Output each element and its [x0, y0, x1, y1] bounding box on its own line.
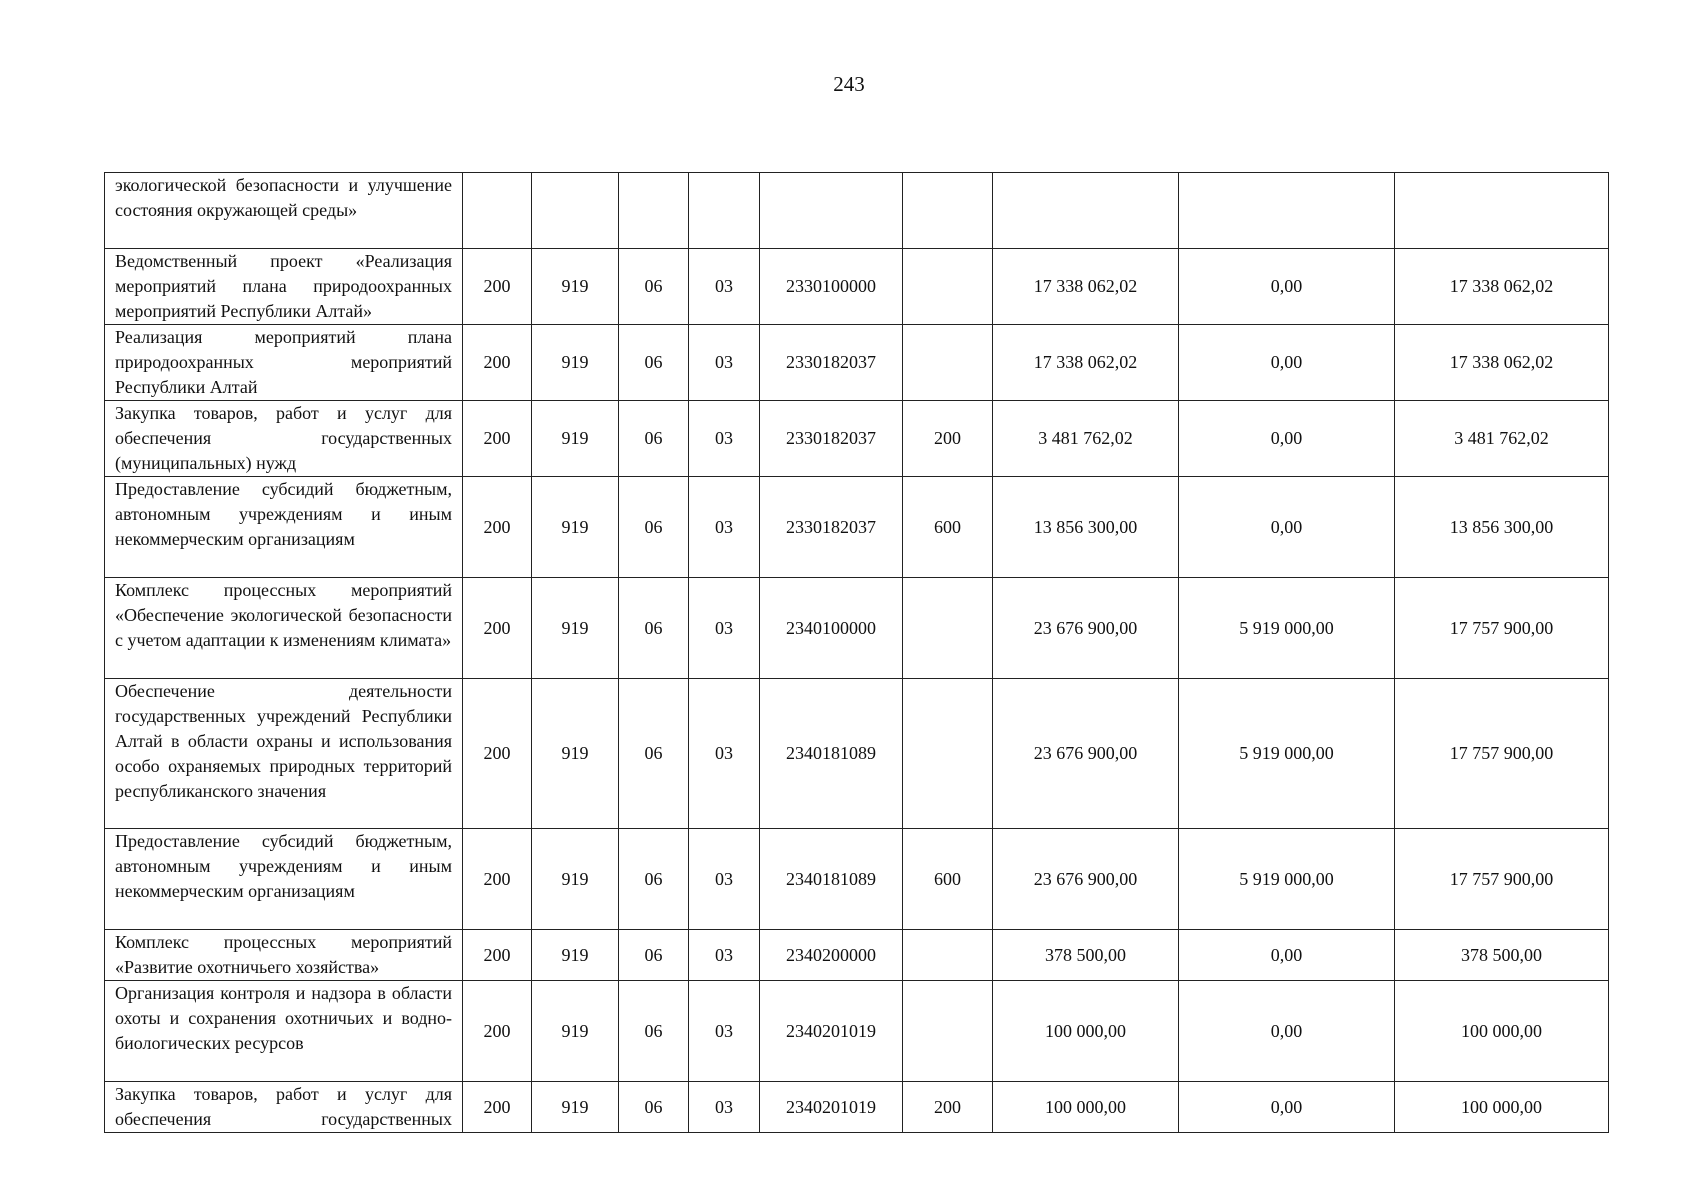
admin-cell: 200 [463, 578, 532, 679]
table-row [105, 249, 1609, 325]
admin-cell: 200 [463, 930, 532, 981]
admin-cell: 200 [463, 325, 532, 401]
admin-cell: 200 [463, 679, 532, 829]
table-row [105, 829, 1609, 930]
sum1-cell: 23 676 900,00 [993, 679, 1179, 829]
admin-cell: 200 [463, 401, 532, 477]
gr-cell: 919 [532, 829, 619, 930]
admin-cell [463, 173, 532, 249]
vr-cell: 200 [903, 1082, 993, 1133]
rz-cell: 06 [619, 679, 689, 829]
table-row [105, 401, 1609, 477]
gr-cell: 919 [532, 249, 619, 325]
pr-cell: 03 [689, 578, 760, 679]
gr-cell: 919 [532, 578, 619, 679]
vr-cell [903, 173, 993, 249]
csr-cell: 2340201019 [760, 1082, 903, 1133]
rz-cell: 06 [619, 930, 689, 981]
rz-cell: 06 [619, 981, 689, 1082]
sum3-cell: 17 338 062,02 [1395, 249, 1609, 325]
sum1-cell: 100 000,00 [993, 981, 1179, 1082]
sum3-cell: 17 757 900,00 [1395, 679, 1609, 829]
sum1-cell [993, 173, 1179, 249]
csr-cell: 2330182037 [760, 325, 903, 401]
csr-cell: 2340201019 [760, 981, 903, 1082]
vr-cell: 600 [903, 477, 993, 578]
admin-cell: 200 [463, 981, 532, 1082]
table-row [105, 578, 1609, 679]
sum1-cell: 23 676 900,00 [993, 829, 1179, 930]
row-name-cell: Ведомственный проект «Реализация мероприятий плана природоохранных мероприятий Республики Алтай» [105, 249, 463, 325]
pr-cell: 03 [689, 325, 760, 401]
sum1-cell: 13 856 300,00 [993, 477, 1179, 578]
pr-cell: 03 [689, 930, 760, 981]
gr-cell [532, 173, 619, 249]
rz-cell: 06 [619, 477, 689, 578]
csr-cell: 2340100000 [760, 578, 903, 679]
sum3-cell: 100 000,00 [1395, 981, 1609, 1082]
sum3-cell: 17 757 900,00 [1395, 578, 1609, 679]
page-number: 243 [833, 72, 865, 96]
sum3-cell [1395, 173, 1609, 249]
csr-cell: 2330182037 [760, 401, 903, 477]
gr-cell: 919 [532, 1082, 619, 1133]
rz-cell: 06 [619, 1082, 689, 1133]
table-row [105, 325, 1609, 401]
pr-cell: 03 [689, 1082, 760, 1133]
gr-cell: 919 [532, 930, 619, 981]
pr-cell [689, 173, 760, 249]
sum1-cell: 17 338 062,02 [993, 325, 1179, 401]
sum1-cell: 3 481 762,02 [993, 401, 1179, 477]
row-name-cell: экологической безопасности и улучшение состояния окружающей среды» [105, 173, 463, 249]
sum1-cell: 17 338 062,02 [993, 249, 1179, 325]
row-name-cell: Реализация мероприятий плана природоохранных мероприятий Республики Алтай [105, 325, 463, 401]
table-row [105, 930, 1609, 981]
table-row [105, 477, 1609, 578]
csr-cell: 2330182037 [760, 477, 903, 578]
pr-cell: 03 [689, 679, 760, 829]
vr-cell: 200 [903, 401, 993, 477]
vr-cell [903, 981, 993, 1082]
sum2-cell: 0,00 [1179, 981, 1395, 1082]
sum3-cell: 100 000,00 [1395, 1082, 1609, 1133]
row-name-cell: Комплекс процессных мероприятий «Обеспечение экологической безопасности с учетом адаптации к изменениям климата» [105, 578, 463, 679]
vr-cell: 600 [903, 829, 993, 930]
sum1-cell: 100 000,00 [993, 1082, 1179, 1133]
csr-cell: 2340200000 [760, 930, 903, 981]
sum3-cell: 3 481 762,02 [1395, 401, 1609, 477]
sum3-cell: 17 757 900,00 [1395, 829, 1609, 930]
rz-cell: 06 [619, 578, 689, 679]
gr-cell: 919 [532, 679, 619, 829]
admin-cell: 200 [463, 1082, 532, 1133]
sum3-cell: 17 338 062,02 [1395, 325, 1609, 401]
sum2-cell: 5 919 000,00 [1179, 829, 1395, 930]
sum1-cell: 378 500,00 [993, 930, 1179, 981]
row-name-cell: Предоставление субсидий бюджетным, автономным учреждениям и иным некоммерческим организациям [105, 477, 463, 578]
sum2-cell [1179, 173, 1395, 249]
pr-cell: 03 [689, 401, 760, 477]
sum2-cell: 5 919 000,00 [1179, 679, 1395, 829]
sum1-cell: 23 676 900,00 [993, 578, 1179, 679]
sum2-cell: 0,00 [1179, 930, 1395, 981]
gr-cell: 919 [532, 325, 619, 401]
row-name-cell: Предоставление субсидий бюджетным, автономным учреждениям и иным некоммерческим организациям [105, 829, 463, 930]
sum2-cell: 0,00 [1179, 1082, 1395, 1133]
sum2-cell: 0,00 [1179, 325, 1395, 401]
row-name-cell: Комплекс процессных мероприятий «Развитие охотничьего хозяйства» [105, 930, 463, 981]
csr-cell [760, 173, 903, 249]
table-row [105, 981, 1609, 1082]
vr-cell [903, 930, 993, 981]
budget-table [104, 172, 1609, 1133]
vr-cell [903, 249, 993, 325]
sum2-cell: 5 919 000,00 [1179, 578, 1395, 679]
sum2-cell: 0,00 [1179, 401, 1395, 477]
vr-cell [903, 578, 993, 679]
pr-cell: 03 [689, 249, 760, 325]
sum2-cell: 0,00 [1179, 249, 1395, 325]
admin-cell: 200 [463, 477, 532, 578]
pr-cell: 03 [689, 981, 760, 1082]
row-name-cell: Организация контроля и надзора в области охоты и сохранения охотничьих и водно-биологических ресурсов [105, 981, 463, 1082]
csr-cell: 2340181089 [760, 679, 903, 829]
gr-cell: 919 [532, 401, 619, 477]
rz-cell: 06 [619, 401, 689, 477]
rz-cell: 06 [619, 829, 689, 930]
rz-cell [619, 173, 689, 249]
pr-cell: 03 [689, 829, 760, 930]
rz-cell: 06 [619, 325, 689, 401]
vr-cell [903, 679, 993, 829]
row-name-cell: Закупка товаров, работ и услуг для обеспечения государственных [105, 1082, 463, 1133]
row-name-cell: Закупка товаров, работ и услуг для обеспечения государственных (муниципальных) нужд [105, 401, 463, 477]
pr-cell: 03 [689, 477, 760, 578]
gr-cell: 919 [532, 477, 619, 578]
table-row [105, 679, 1609, 829]
admin-cell: 200 [463, 249, 532, 325]
admin-cell: 200 [463, 829, 532, 930]
sum3-cell: 378 500,00 [1395, 930, 1609, 981]
gr-cell: 919 [532, 981, 619, 1082]
row-name-cell: Обеспечение деятельности государственных учреждений Республики Алтай в области охраны и использования особо охраняемых природных территорий республиканского значения [105, 679, 463, 829]
csr-cell: 2340181089 [760, 829, 903, 930]
csr-cell: 2330100000 [760, 249, 903, 325]
table-row [105, 1082, 1609, 1133]
sum2-cell: 0,00 [1179, 477, 1395, 578]
vr-cell [903, 325, 993, 401]
sum3-cell: 13 856 300,00 [1395, 477, 1609, 578]
rz-cell: 06 [619, 249, 689, 325]
table-row [105, 173, 1609, 249]
